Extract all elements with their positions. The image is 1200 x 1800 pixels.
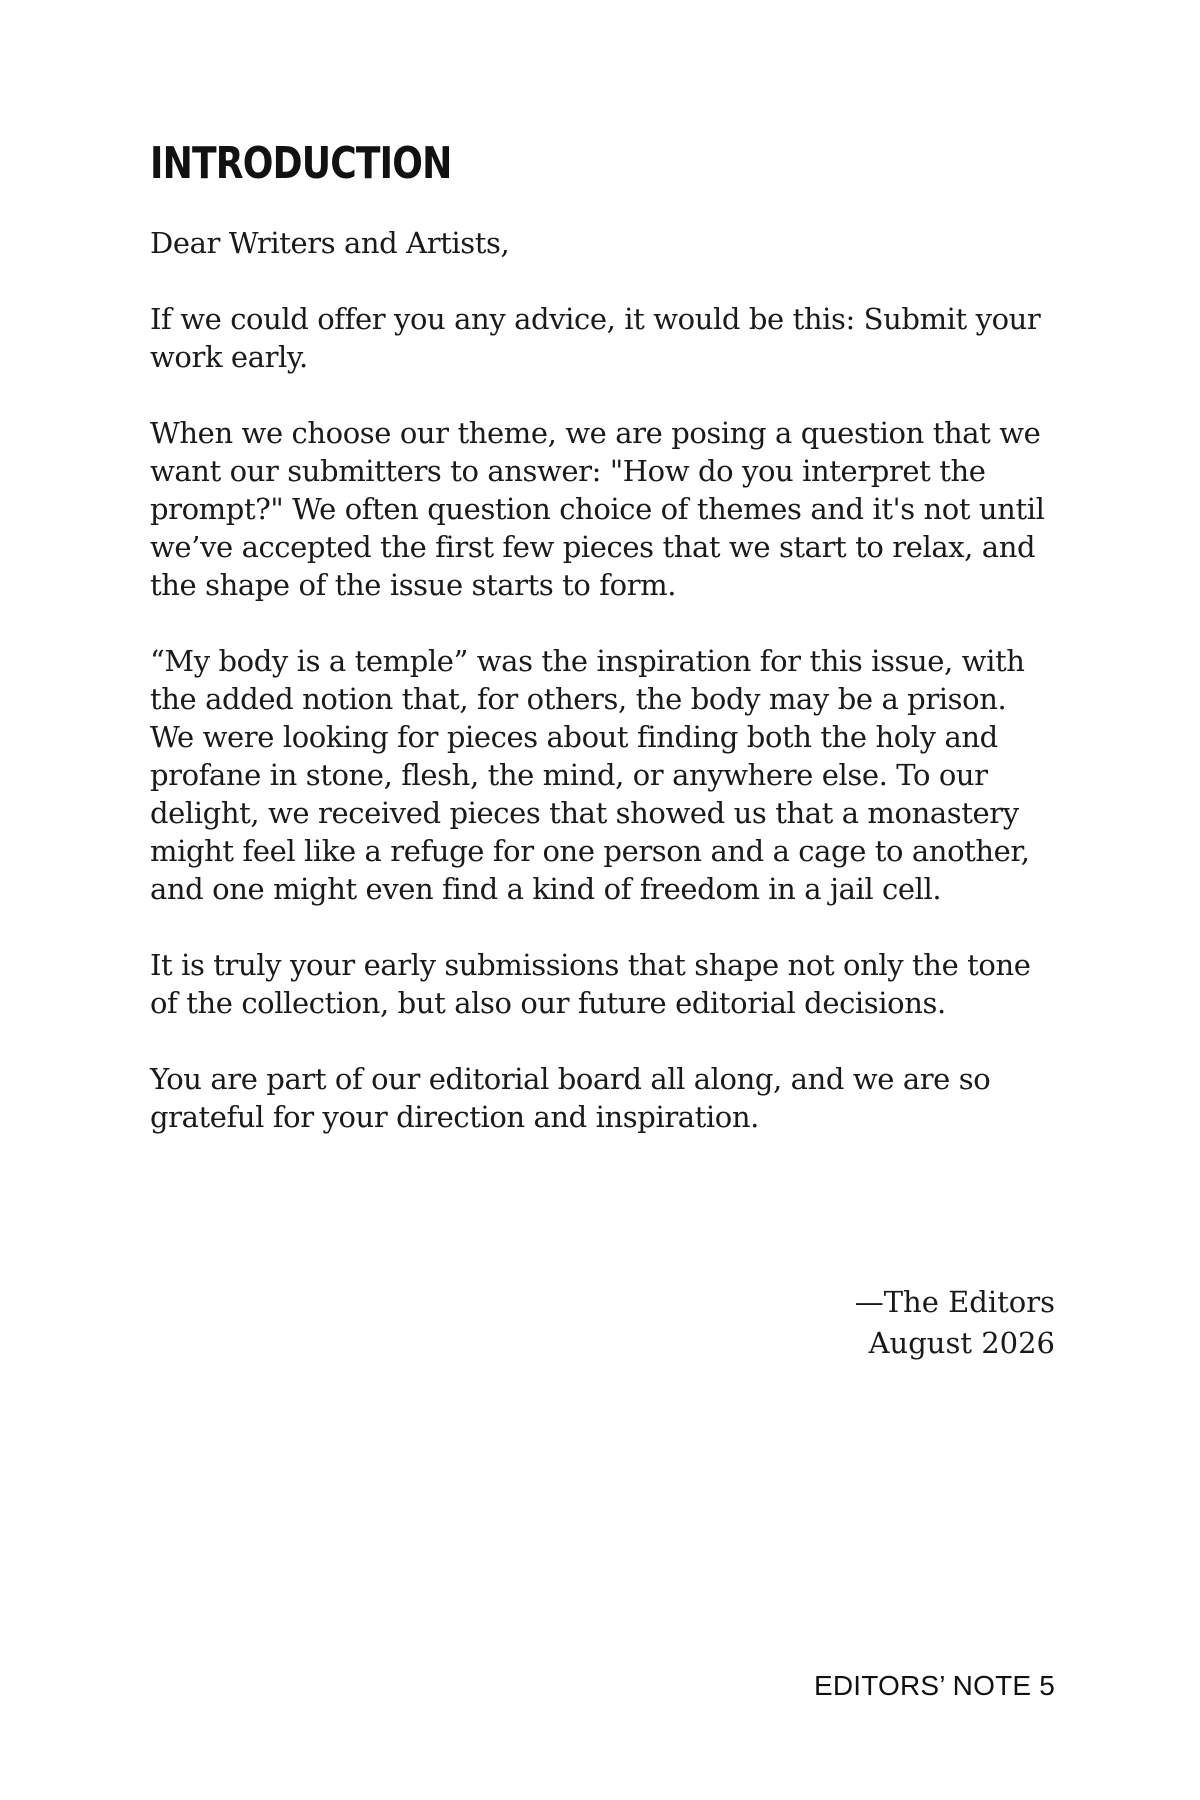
paragraph-inspiration: “My body is a temple” was the inspiration for this issue, with the added notion that, for others, the body may be a prison. We were looking for pieces about finding both the holy and profane in stone, flesh, the mind, or anywhere else. To our delight, we received pieces that showed us that a monastery might feel like a refuge for one person and a cage to another, and one might even find a kind of freedom in a jail cell.: [150, 644, 1030, 907]
paragraph-gratitude: You are part of our editorial board all along, and we are so grateful for your direction and inspiration.: [150, 1062, 991, 1135]
paragraph-theme: When we choose our theme, we are posing a question that we want our submitters to answer: "How do you interpret the prompt?" We often question choice of themes and it's not until we’ve accepted the first few pieces that we start to relax, and the shape of the issue starts to form.: [150, 416, 1045, 603]
page-title: INTRODUCTION: [150, 138, 452, 189]
letter-body: [150, 140, 1055, 1174]
salutation: Dear Writers and Artists,: [150, 226, 510, 261]
paragraph-early-submissions: It is truly your early submissions that shape not only the tone of the collection, but also our future editorial decisions.: [150, 948, 1031, 1021]
signature: —The Editors: [854, 1285, 1055, 1319]
signature-block: [855, 1282, 1055, 1364]
page-footer: EDITORS’ NOTE 5: [813, 1670, 1055, 1701]
date: August 2026: [868, 1326, 1055, 1360]
paragraph-advice: If we could offer you any advice, it would be this: Submit your work early.: [150, 302, 1041, 375]
